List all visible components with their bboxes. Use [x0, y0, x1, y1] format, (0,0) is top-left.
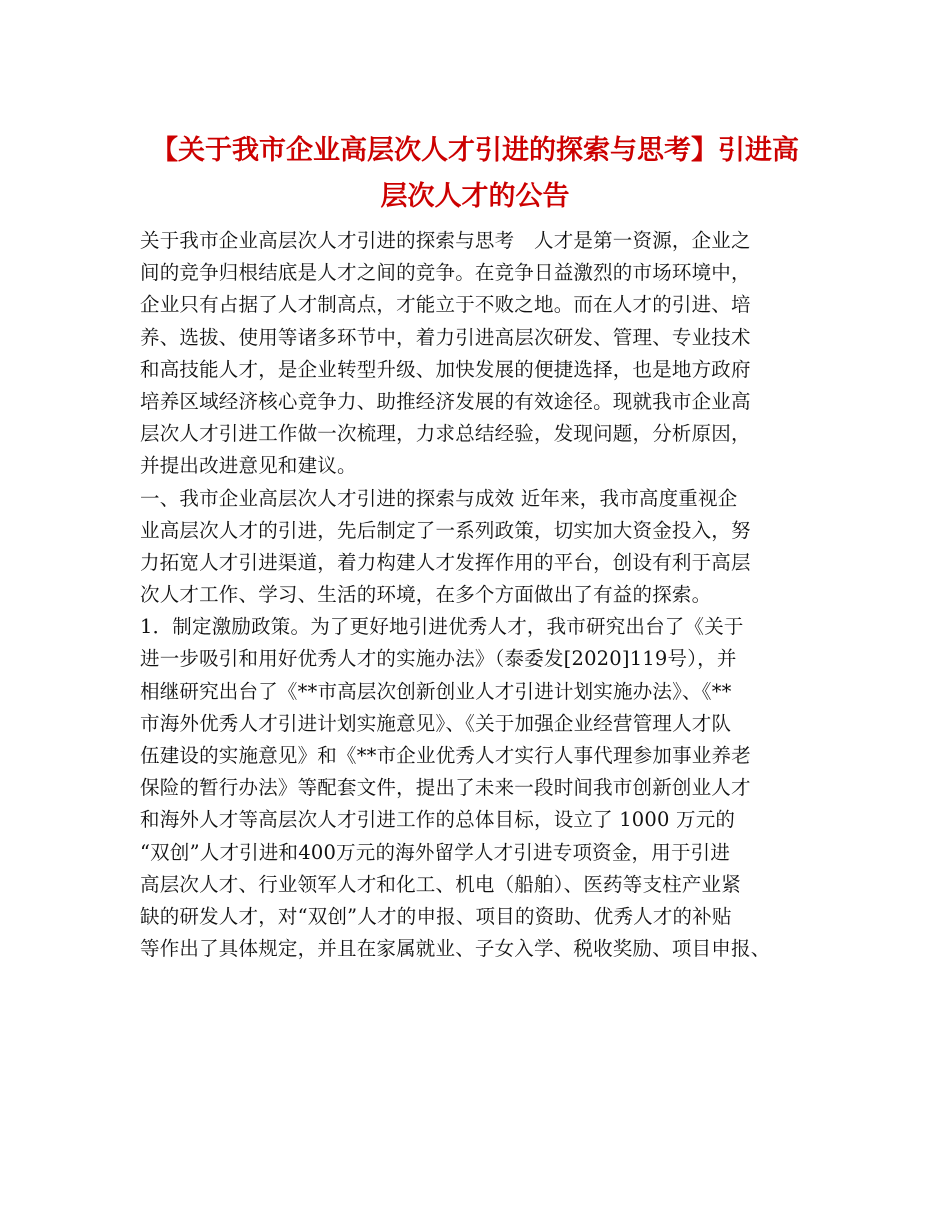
body-line: 和海外人才等高层次人才引进工作的总体目标，设立了 1000 万元的: [140, 808, 736, 832]
title-line: 层次人才的公告: [380, 181, 570, 212]
body-line: 层次人才引进工作做一次梳理，力求总结经验，发现问题，分析原因，: [140, 422, 751, 446]
body-line: 1．制定激励政策。为了更好地引进优秀人才，我市研究出台了《关于: [140, 615, 744, 639]
document-body: [140, 225, 825, 965]
body-line: 相继研究出台了《**市高层次创新创业人才引进计划实施办法》、《**: [140, 679, 732, 703]
body-line: 并提出改进意见和建议。: [140, 454, 357, 478]
body-line: 等作出了具体规定，并且在家属就业、子女入学、税收奖励、项目申报、: [140, 937, 771, 961]
body-line: 次人才工作、学习、生活的环境，在多个方面做出了有益的探索。: [140, 583, 712, 607]
body-line: 伍建设的实施意见》和《**市企业优秀人才实行人事代理参加事业养老: [140, 744, 751, 767]
body-line: “双创”人才引进和400万元的海外留学人才引进专项资金，用于引进: [140, 840, 731, 864]
title-line: 【关于我市企业高层次人才引进的探索与思考】引进高: [151, 135, 799, 166]
body-line: 培养区域经济核心竞争力、助推经济发展的有效途径。现就我市企业高: [140, 389, 751, 413]
body-line: 间的竞争归根结底是人才之间的竞争。在竞争日益激烈的市场环境中，: [140, 261, 751, 285]
body-line: 企业只有占据了人才制高点，才能立于不败之地。而在人才的引进、培: [140, 293, 751, 317]
body-line: 市海外优秀人才引进计划实施意见》、《关于加强企业经营管理人才队: [140, 711, 732, 735]
body-line: 养、选拔、使用等诸多环节中，着力引进高层次研发、管理、专业技术: [140, 325, 751, 349]
body-line: 力拓宽人才引进渠道，着力构建人才发挥作用的平台，创设有利于高层: [140, 550, 751, 574]
body-line: 保险的暂行办法》等配套文件，提出了未来一段时间我市创新创业人才: [140, 776, 751, 800]
body-line: 和高技能人才，是企业转型升级、加快发展的便捷选择，也是地方政府: [140, 357, 751, 381]
body-line: 缺的研发人才，对“双创”人才的申报、项目的资助、优秀人才的补贴: [140, 904, 732, 928]
body-line: 高层次人才、行业领军人才和化工、机电（船舶）、医药等支柱产业紧: [140, 872, 741, 896]
document-title: [130, 128, 820, 220]
body-line: 一、我市企业高层次人才引进的探索与成效 近年来，我市高度重视企: [140, 486, 738, 510]
body-line: 关于我市企业高层次人才引进的探索与思考 人才是第一资源，企业之: [140, 229, 751, 252]
body-line: 业高层次人才的引进，先后制定了一系列政策，切实加大资金投入，努: [140, 518, 751, 542]
body-line: 进一步吸引和用好优秀人才的实施办法》（泰委发[2020]119号），并: [140, 647, 737, 671]
